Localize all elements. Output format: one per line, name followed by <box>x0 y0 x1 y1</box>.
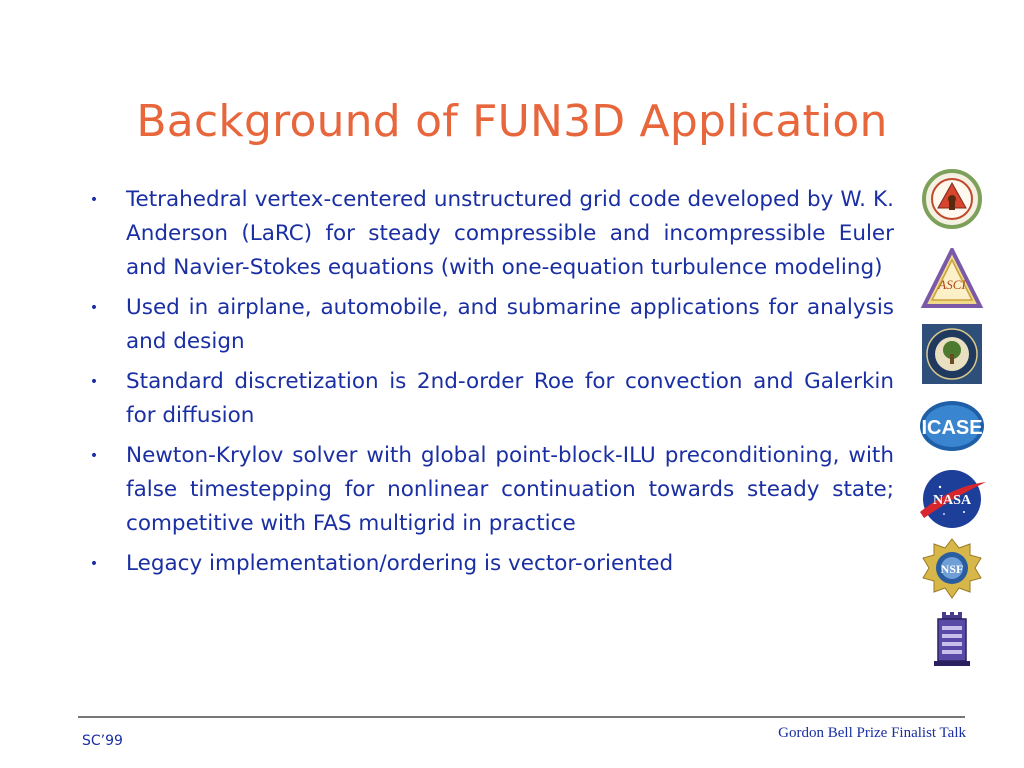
asci-triangle-icon <box>914 248 994 310</box>
footer-rule <box>78 716 965 718</box>
bullet-item <box>86 547 894 581</box>
bullet-text: Standard discretization is 2nd-order Roe for convection and Galerkin for diffusion <box>126 369 894 428</box>
bullet-marker: • <box>89 374 99 390</box>
nasa-meatball-icon <box>914 468 994 530</box>
nsf-seal-icon <box>914 538 994 600</box>
logo-nsf-text: NSF <box>940 562 964 576</box>
bullet-text: Tetrahedral vertex-centered unstructured grid code developed by W. K. Anderson (LaRC) for steady compressible and incompressible Euler and Navier-Stokes equations (with one-equation turbulence modeling) <box>126 187 894 280</box>
slide-title: Background of FUN3D Application <box>136 96 888 147</box>
castle-crest-icon <box>914 608 994 668</box>
bullet-text: Used in airplane, automobile, and submarine applications for analysis and design <box>126 295 894 354</box>
logo-asci-text: ASCI <box>938 277 966 292</box>
doe-seal-icon <box>914 324 994 384</box>
sponsor-logos <box>914 168 994 668</box>
bullet-text: Legacy implementation/ordering is vector-oriented <box>126 551 674 576</box>
bullet-text: Newton-Krylov solver with global point-block-ILU preconditioning, with false timestepping for nonlinear continuation towards steady state; competitive with FAS multigrid in practice <box>126 443 894 536</box>
footer-talk-title: Gordon Bell Prize Finalist Talk <box>778 725 966 741</box>
bullet-item <box>86 291 894 359</box>
bullet-marker: • <box>89 448 99 464</box>
bullet-item <box>86 365 894 433</box>
bullet-marker: • <box>89 300 99 316</box>
icase-logo-icon <box>914 398 994 454</box>
bullet-list <box>86 183 894 587</box>
argonne-seal-icon <box>914 168 994 230</box>
bullet-item <box>86 183 894 285</box>
logo-icase-text: ICASE <box>921 417 983 439</box>
bullet-marker: • <box>89 556 99 572</box>
logo-nasa-text: NASA <box>932 493 972 508</box>
bullet-item <box>86 439 894 541</box>
footer-conference: SC’99 <box>82 733 123 749</box>
bullet-marker: • <box>89 192 99 208</box>
